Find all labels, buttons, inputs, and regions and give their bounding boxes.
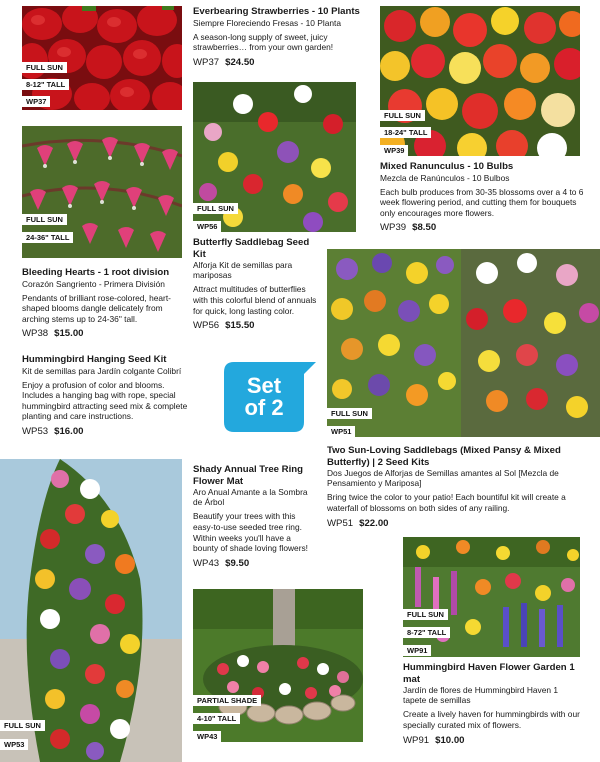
- butterfly-saddlebag-photo: [193, 82, 356, 232]
- product-price-line: [193, 58, 373, 69]
- product-code: WP53: [22, 426, 49, 438]
- code-tag: WP51: [327, 426, 355, 437]
- product-wp53: [22, 354, 194, 438]
- product-title: Hummingbird Hanging Seed Kit: [22, 354, 167, 365]
- product-description: Each bulb produces from 30-35 blossoms over a 4 to 6 week flowering period, and cutting them for bouquets only encourages more flowers.: [380, 186, 584, 218]
- height-tag: 8-72" TALL: [403, 627, 450, 638]
- product-subtitle: Mezcla de Ranúnculos - 10 Bulbos: [380, 172, 510, 183]
- shade-tag: PARTIAL SHADE: [193, 695, 261, 706]
- sun-tag: FULL SUN: [327, 408, 372, 419]
- product-subtitle: Siempre Floreciendo Fresas - 10 Planta: [193, 17, 342, 28]
- product-wp37: [193, 6, 373, 68]
- product-code: WP39: [380, 222, 407, 234]
- ranunculus-photo: [380, 6, 580, 156]
- product-wp51: [327, 445, 582, 529]
- product-price: $24.50: [225, 56, 255, 68]
- product-code: WP56: [193, 320, 220, 332]
- product-code: WP51: [327, 517, 354, 529]
- sun-tag: FULL SUN: [22, 214, 67, 225]
- product-price-line: [193, 321, 321, 332]
- product-description: Bring twice the color to your patio! Each bountiful kit will create a waterfall of blossoms on both sides of any railing.: [327, 492, 566, 513]
- code-tag: WP43: [193, 731, 221, 742]
- product-description: Create a lively haven for hummingbirds with our specially curated mix of flowers.: [403, 709, 580, 730]
- product-price: $9.50: [225, 557, 250, 569]
- product-title: Hummingbird Haven Flower Garden 1 mat: [403, 662, 575, 685]
- set-of-2-badge: [224, 362, 316, 432]
- product-price: $8.50: [412, 222, 437, 234]
- badge-line2: of 2: [244, 395, 284, 420]
- code-tag: WP53: [0, 739, 28, 750]
- product-code: WP37: [193, 56, 220, 68]
- product-subtitle: Corazón Sangriento - Primera División: [22, 278, 165, 289]
- product-price-line: [22, 329, 182, 340]
- product-price: $16.00: [54, 426, 84, 438]
- product-wp39: [380, 161, 585, 234]
- code-tag: WP56: [193, 221, 221, 232]
- two-saddlebags-photo: [327, 249, 600, 437]
- tree-ring-photo: [193, 589, 363, 742]
- product-subtitle: Aro Anual Amante a la Sombra de Árbol: [193, 487, 308, 508]
- product-wp91: [403, 662, 583, 746]
- product-price: $10.00: [435, 734, 465, 746]
- sun-tag: FULL SUN: [193, 203, 238, 214]
- product-title: Butterfly Saddlebag Seed Kit: [193, 237, 310, 260]
- product-price-line: [22, 427, 194, 438]
- strawberries-photo: [22, 6, 182, 110]
- sun-tag: FULL SUN: [380, 110, 425, 121]
- product-description: Enjoy a profusion of color and blooms. Includes a hanging bag with rope, special hummingbird attracting seed mix & complete planting and care instructions.: [22, 379, 188, 422]
- hanging-seed-kit-photo: [0, 459, 182, 762]
- product-subtitle: Jardín de flores de Hummingbird Haven 1 tapete de semillas: [403, 685, 559, 706]
- product-title: Bleeding Hearts - 1 root division: [22, 267, 170, 278]
- hummingbird-haven-photo: [403, 537, 580, 657]
- product-code: WP38: [22, 328, 49, 340]
- product-price-line: [327, 519, 582, 530]
- product-code: WP91: [403, 734, 430, 746]
- product-title: Shady Annual Tree Ring Flower Mat: [193, 464, 303, 487]
- product-description: Attract multitudes of butterflies with this colorful blend of annuals for quick, long lasting color.: [193, 284, 317, 316]
- product-subtitle: Alforja Kit de semillas para mariposas: [193, 260, 293, 281]
- product-subtitle: Kit de semillas para Jardín colgante Colibrí: [22, 365, 182, 376]
- height-tag: 4-10" TALL: [193, 713, 240, 724]
- product-wp43: [193, 464, 311, 569]
- product-price-line: [403, 736, 583, 747]
- product-price-line: [380, 223, 585, 234]
- code-tag: WP39: [380, 145, 408, 156]
- product-code: WP43: [193, 557, 220, 569]
- product-wp56: [193, 237, 321, 332]
- sun-tag: FULL SUN: [22, 62, 67, 73]
- height-tag: 24-36" TALL: [22, 232, 73, 243]
- product-description: A season-long supply of sweet, juicy strawberries… from your own garden!: [193, 31, 334, 53]
- product-price: $15.00: [54, 328, 84, 340]
- product-wp38: [22, 267, 182, 340]
- product-price: $22.00: [359, 517, 389, 529]
- product-description: Pendants of brilliant rose-colored, heart-shaped blooms dangle delicately from arching stems up to 24-36" tall.: [22, 292, 171, 324]
- product-description: Beautify your trees with this easy-to-use seeded tree ring. Within weeks you'll have a bounty of shade loving flowers!: [193, 511, 308, 554]
- sun-tag: FULL SUN: [403, 609, 448, 620]
- code-tag: WP91: [403, 645, 431, 656]
- code-tag: WP37: [22, 96, 50, 107]
- product-title: Mixed Ranunculus - 10 Bulbs: [380, 161, 514, 172]
- product-title: Everbearing Strawberries - 10 Plants: [193, 6, 360, 17]
- bleeding-hearts-photo: [22, 126, 182, 258]
- product-title: Two Sun-Loving Saddlebags (Mixed Pansy & Mixed Butterfly) | 2 Seed Kits: [327, 445, 561, 468]
- height-tag: 18-24" TALL: [380, 127, 431, 138]
- sun-tag: FULL SUN: [0, 720, 45, 731]
- product-price-line: [193, 559, 311, 570]
- product-subtitle: Dos Juegos de Alforjas de Semillas amantes al Sol [Mezcla de Pensamiento y Mariposa]: [327, 468, 559, 489]
- badge-line1: Set: [246, 373, 282, 398]
- product-price: $15.50: [225, 320, 255, 332]
- height-tag: 8-12" TALL: [22, 79, 69, 90]
